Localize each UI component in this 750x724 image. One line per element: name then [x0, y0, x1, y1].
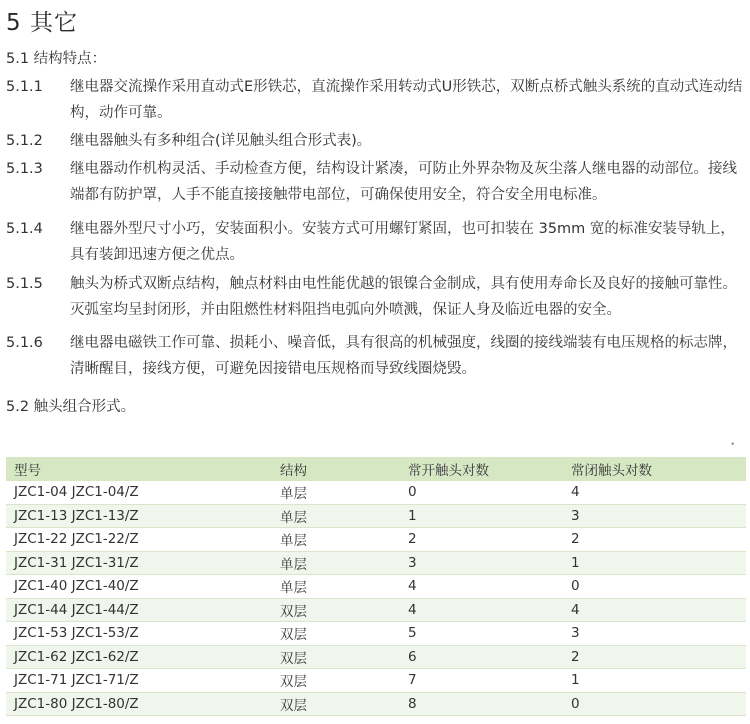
cell-model: JZC1-04 JZC1-04/Z	[6, 481, 272, 504]
clause-5-1-2	[6, 128, 746, 154]
cell-no-count: 5	[400, 622, 563, 646]
table-row	[6, 645, 746, 669]
clause-5-1-1	[6, 74, 746, 126]
cell-model: JZC1-80 JZC1-80/Z	[6, 692, 272, 716]
cell-structure: 单层	[272, 504, 400, 528]
cell-structure: 双层	[272, 598, 400, 622]
cell-no-count: 4	[400, 575, 563, 599]
header-structure: 结构	[272, 457, 400, 481]
cell-no-count: 2	[400, 528, 563, 552]
table-row	[6, 669, 746, 693]
clause-number: 5.1.6	[6, 335, 43, 351]
table-row	[6, 692, 746, 716]
clause-number: 5.1.4	[6, 221, 43, 237]
cell-model: JZC1-40 JZC1-40/Z	[6, 575, 272, 599]
cell-structure: 双层	[272, 645, 400, 669]
clause-text: 触头为桥式双断点结构，触点材料由电性能优越的银镍合金制成，具有使用寿命长及良好的接触可靠性。灭弧室均呈封闭形，并由阻燃性材料阻挡电弧向外喷溅，保证人身及临近电器的安全。	[70, 276, 737, 318]
clause-text: 继电器交流操作采用直动式E形铁芯，直流操作采用转动式U形铁芯，双断点桥式触头系统的直动式连动结构，动作可靠。	[70, 79, 743, 121]
cell-nc-count: 0	[563, 692, 746, 716]
clause-5-1-6	[6, 330, 746, 382]
cell-structure: 单层	[272, 551, 400, 575]
table-row	[6, 504, 746, 528]
table-row	[6, 598, 746, 622]
clause-number: 5.1.2	[6, 133, 43, 149]
cell-no-count: 8	[400, 692, 563, 716]
cell-no-count: 6	[400, 645, 563, 669]
clause-5-1-3	[6, 156, 746, 208]
clause-text: 继电器动作机构灵活、手动检查方便，结构设计紧凑，可防止外界杂物及灰尘落人继电器的动部位。接线端都有防护罩，人手不能直接接触带电部位，可确保使用安全，符合安全用电标准。	[70, 161, 737, 203]
header-nc-contacts: 常闭触头对数	[563, 457, 746, 481]
table-row	[6, 575, 746, 599]
table-row	[6, 528, 746, 552]
cell-nc-count: 2	[563, 528, 746, 552]
cell-model: JZC1-13 JZC1-13/Z	[6, 504, 272, 528]
cell-structure: 双层	[272, 692, 400, 716]
clause-5-1-5	[6, 271, 746, 323]
section-title-structure: 5.1 结构特点：	[6, 51, 107, 67]
clause-number: 5.1.1	[6, 79, 43, 95]
clause-text: 继电器外型尺寸小巧，安装面积小。安装方式可用螺钉紧固，也可扣装在 35mm 宽的标准安装导轨上，具有装卸迅速方便之优点。	[70, 221, 735, 263]
cell-nc-count: 0	[563, 575, 746, 599]
cell-model: JZC1-31 JZC1-31/Z	[6, 551, 272, 575]
cell-nc-count: 4	[563, 598, 746, 622]
cell-model: JZC1-44 JZC1-44/Z	[6, 598, 272, 622]
header-model: 型号	[6, 457, 272, 481]
cell-no-count: 4	[400, 598, 563, 622]
cell-nc-count: 2	[563, 645, 746, 669]
cell-nc-count: 1	[563, 669, 746, 693]
cell-no-count: 7	[400, 669, 563, 693]
cell-nc-count: 3	[563, 622, 746, 646]
page-title: 5 其它	[6, 10, 78, 36]
clause-5-1-4	[6, 216, 746, 268]
table-body	[6, 481, 746, 716]
cell-model: JZC1-71 JZC1-71/Z	[6, 669, 272, 693]
cell-model: JZC1-62 JZC1-62/Z	[6, 645, 272, 669]
cell-nc-count: 4	[563, 481, 746, 504]
cell-structure: 单层	[272, 481, 400, 504]
cell-model: JZC1-22 JZC1-22/Z	[6, 528, 272, 552]
corner-mark: •	[730, 440, 736, 450]
contact-combination-table	[6, 457, 746, 716]
cell-no-count: 3	[400, 551, 563, 575]
table-row	[6, 622, 746, 646]
cell-structure: 单层	[272, 575, 400, 599]
table-row	[6, 481, 746, 504]
cell-nc-count: 1	[563, 551, 746, 575]
cell-nc-count: 3	[563, 504, 746, 528]
clause-text: 继电器电磁铁工作可靠、损耗小、噪音低，具有很高的机械强度，线圈的接线端装有电压规格的标志牌，清晰醒目，接线方便，可避免因接错电压规格而导致线圈烧毁。	[70, 335, 737, 377]
clause-text: 继电器触头有多种组合(详见触头组合形式表)。	[70, 133, 372, 149]
clause-number: 5.1.5	[6, 276, 43, 292]
section-title-contact-combinations: 5.2 触头组合形式。	[6, 399, 136, 415]
header-no-contacts: 常开触头对数	[400, 457, 563, 481]
cell-no-count: 0	[400, 481, 563, 504]
clause-number: 5.1.3	[6, 161, 43, 177]
cell-structure: 双层	[272, 622, 400, 646]
table-header-row	[6, 457, 746, 481]
cell-structure: 双层	[272, 669, 400, 693]
cell-no-count: 1	[400, 504, 563, 528]
cell-structure: 单层	[272, 528, 400, 552]
table-row	[6, 551, 746, 575]
cell-model: JZC1-53 JZC1-53/Z	[6, 622, 272, 646]
